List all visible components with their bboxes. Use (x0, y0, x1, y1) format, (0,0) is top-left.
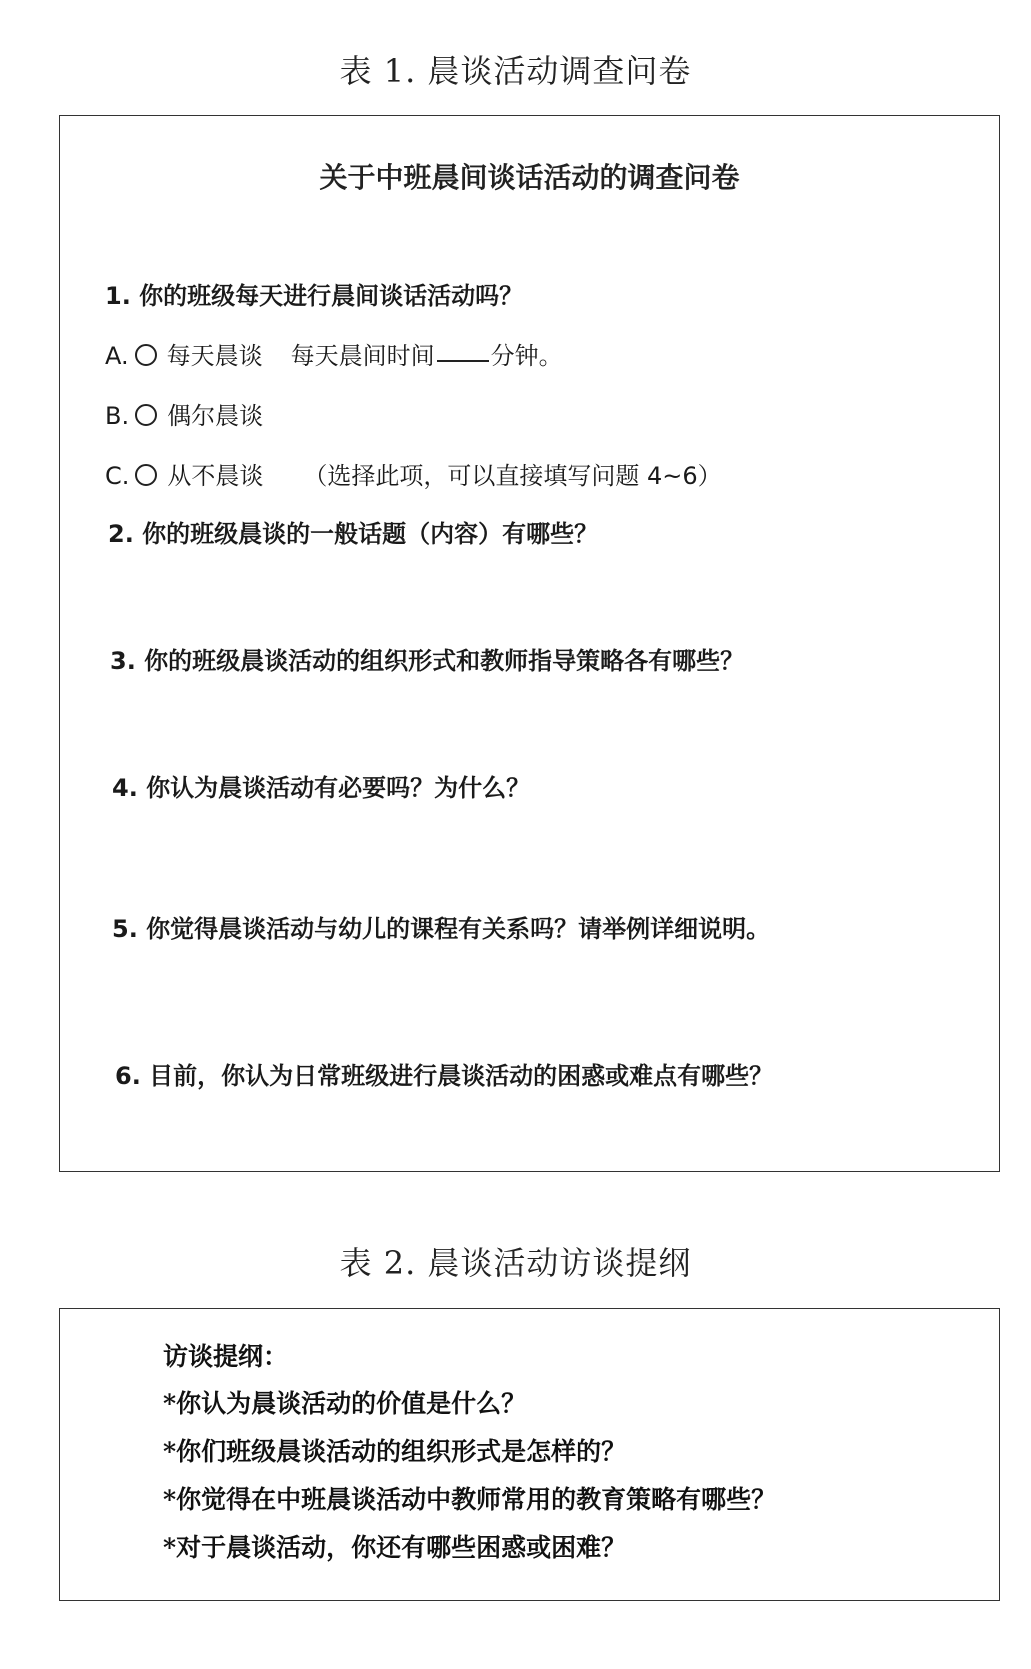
option-a-unit: 分钟。 (490, 342, 563, 370)
question-4: 4. 你认为晨谈活动有必要吗？为什么？ (112, 774, 531, 802)
option-c-text: 从不晨谈 (167, 462, 264, 490)
question-3: 3. 你的班级晨谈活动的组织形式和教师指导策略各有哪些？ (110, 647, 745, 675)
fill-in-blank (437, 359, 489, 362)
option-c-label: C. (105, 462, 130, 490)
radio-circle-icon (135, 464, 157, 486)
outline-item: *你们班级晨谈活动的组织形式是怎样的？ (163, 1437, 627, 1466)
table1-caption: 表 1. 晨谈活动调查问卷 (339, 52, 692, 90)
question-5: 5. 你觉得晨谈活动与幼儿的课程有关系吗？请举例详细说明。 (112, 915, 771, 943)
radio-circle-icon (135, 404, 157, 426)
question-1-option-c (105, 456, 722, 491)
option-a-extra: 每天晨间时间 (290, 342, 435, 370)
option-b-label: B. (105, 402, 130, 430)
question-2: 2. 你的班级晨谈的一般话题（内容）有哪些？ (108, 520, 599, 548)
question-6: 6. 目前，你认为日常班级进行晨谈活动的困惑或难点有哪些？ (115, 1062, 774, 1090)
interview-outline-heading: 访谈提纲： (163, 1342, 289, 1371)
question-1-option-b (105, 396, 263, 431)
survey-questionnaire-box (59, 115, 1000, 1172)
outline-item: *你觉得在中班晨谈活动中教师常用的教育策略有哪些？ (163, 1485, 777, 1514)
question-1: 1. 你的班级每天进行晨间谈话活动吗？ (105, 282, 524, 310)
survey-title: 关于中班晨间谈话活动的调查问卷 (319, 161, 740, 194)
option-c-note: （选择此项，可以直接填写问题 4~6） (303, 462, 722, 490)
option-a-label: A. (105, 342, 129, 370)
outline-item: *你认为晨谈活动的价值是什么？ (163, 1389, 527, 1418)
radio-circle-icon (135, 344, 157, 366)
question-1-option-a (105, 336, 563, 371)
outline-item: *对于晨谈活动，你还有哪些困惑或困难？ (163, 1533, 627, 1562)
option-b-text: 偶尔晨谈 (167, 402, 264, 430)
interview-outline-box (59, 1308, 1000, 1601)
table2-caption: 表 2. 晨谈活动访谈提纲 (339, 1244, 692, 1282)
option-a-text: 每天晨谈 (166, 342, 263, 370)
